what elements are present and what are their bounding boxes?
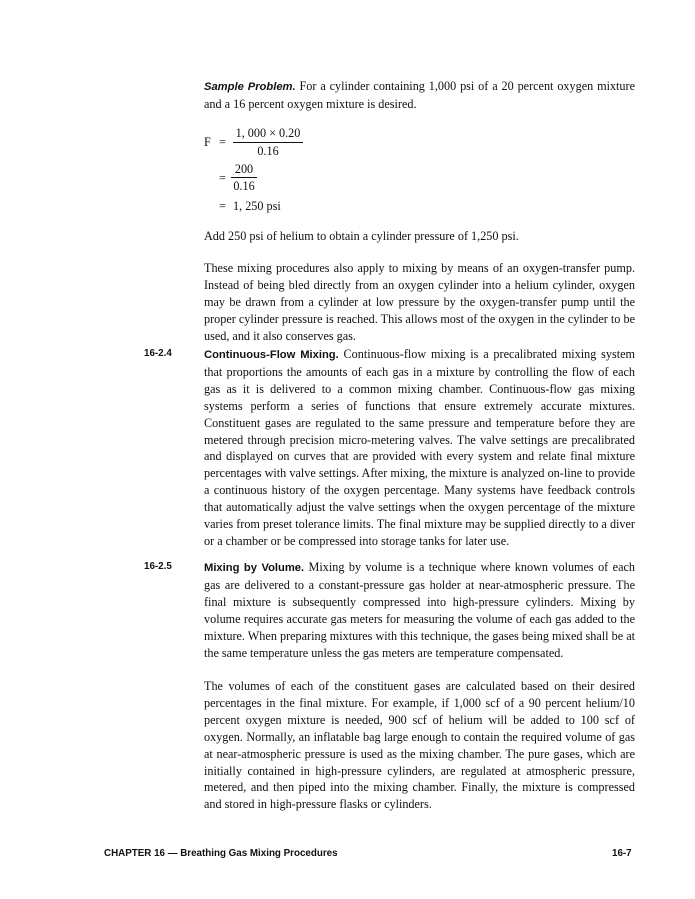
equation-denominator-2: 0.16 (233, 179, 255, 193)
equation-numerator-2: 200 (234, 162, 254, 176)
section-number-2-5: 16-2.5 (144, 561, 172, 572)
section-number-2-4: 16-2.4 (144, 348, 172, 359)
fraction-bar-1 (233, 142, 303, 143)
mixing-by-volume-paragraph (204, 559, 635, 661)
add-helium-paragraph: Add 250 psi of helium to obtain a cylinder pressure of 1,250 psi. (204, 229, 519, 243)
sample-problem-heading: Sample Problem. (204, 81, 296, 93)
volumes-paragraph: The volumes of each of the constituent gases are calculated based on their desired percentages in the final mixture. For example, if 1,000 scf of a 90 percent helium/10 percent oxygen mixture is needed, 900 scf of helium will be added to 100 scf of oxygen. Normally, an inflatable bag large enough to contain the required volume of gas at near-atmospheric pressure is used as the mixing chamber. The pure gases, which are initially contained in high-pressure cylinders, are regulated at atmospheric pressure, metered, and then piped into the mixing chamber. Finally, the mixture is compressed and stored in high-pressure flasks or cylinders. (204, 679, 635, 812)
equation-lhs: F (204, 135, 211, 149)
mixing-by-volume-heading: Mixing by Volume. (204, 562, 305, 574)
equation-denominator-1: 0.16 (257, 144, 279, 158)
footer-chapter-title: CHAPTER 16 — Breathing Gas Mixing Procedures (104, 848, 338, 859)
footer-page-number: 16-7 (612, 848, 632, 859)
equation-equals-2: = (219, 171, 226, 185)
equation-result: 1, 250 psi (233, 199, 281, 213)
sample-problem-paragraph (204, 78, 635, 113)
mixing-by-volume-text: Mixing by volume is a technique where known volumes of each gas are delivered to a constant-pressure gas holder at near-atmospheric pressure. The final mixture is subsequently compressed into high-pressure cylinders. Mixing by volume requires accurate gas meters for measuring the volume of each gas added to the mixture. When preparing mixtures with this technique, the gases being mixed shall be at the same temperature unless the gas meters are temperature compensated. (204, 560, 635, 660)
equation-numerator-1: 1, 000 × 0.20 (235, 126, 301, 140)
continuous-flow-text: Continuous-flow mixing is a precalibrated mixing system that proportions the amounts of each gas in a mixture by controlling the flow of each gas as it is delivered to a common mixing chamber. Continuous-flow gas mixing systems perform a series of functions that ensure extremely accurate mixtures. Constituent gases are regulated to the same pressure and temperature before they are metered through precision micro-metering valves. The valve settings are precalibrated and displayed on curves that are provided with every system and relate final mixture percentages with valve settings. After mixing, the mixture is analyzed on-line to provide a continuous history of the oxygen percentage. Many systems have feedback controls that automatically adjust the valve settings when the oxygen percentage of the mixture varies from preset tolerance limits. The final mixture may be supplied directly to a diver or a chamber or be compressed into storage tanks for later use. (204, 347, 636, 548)
oxygen-transfer-paragraph: These mixing procedures also apply to mixing by means of an oxygen-transfer pump. Instead of being bled directly from an oxygen cylinder into a helium cylinder, oxygen may be drawn from a cylinder at low pressure by the oxygen-transfer pump until the proper cylinder pressure is reached. This allows most of the oxygen in the cylinder to be used, and it also conserves gas. (204, 261, 635, 343)
continuous-flow-heading: Continuous-Flow Mixing. (204, 349, 339, 361)
equation-equals-1: = (219, 135, 226, 149)
sample-problem-text: For a cylinder containing 1,000 psi of a 20 percent oxygen mixture and a 16 percent oxygen mixture is desired. (204, 79, 635, 111)
fraction-bar-2 (231, 177, 257, 178)
continuous-flow-paragraph (204, 346, 635, 550)
equation-equals-3: = (219, 199, 226, 213)
